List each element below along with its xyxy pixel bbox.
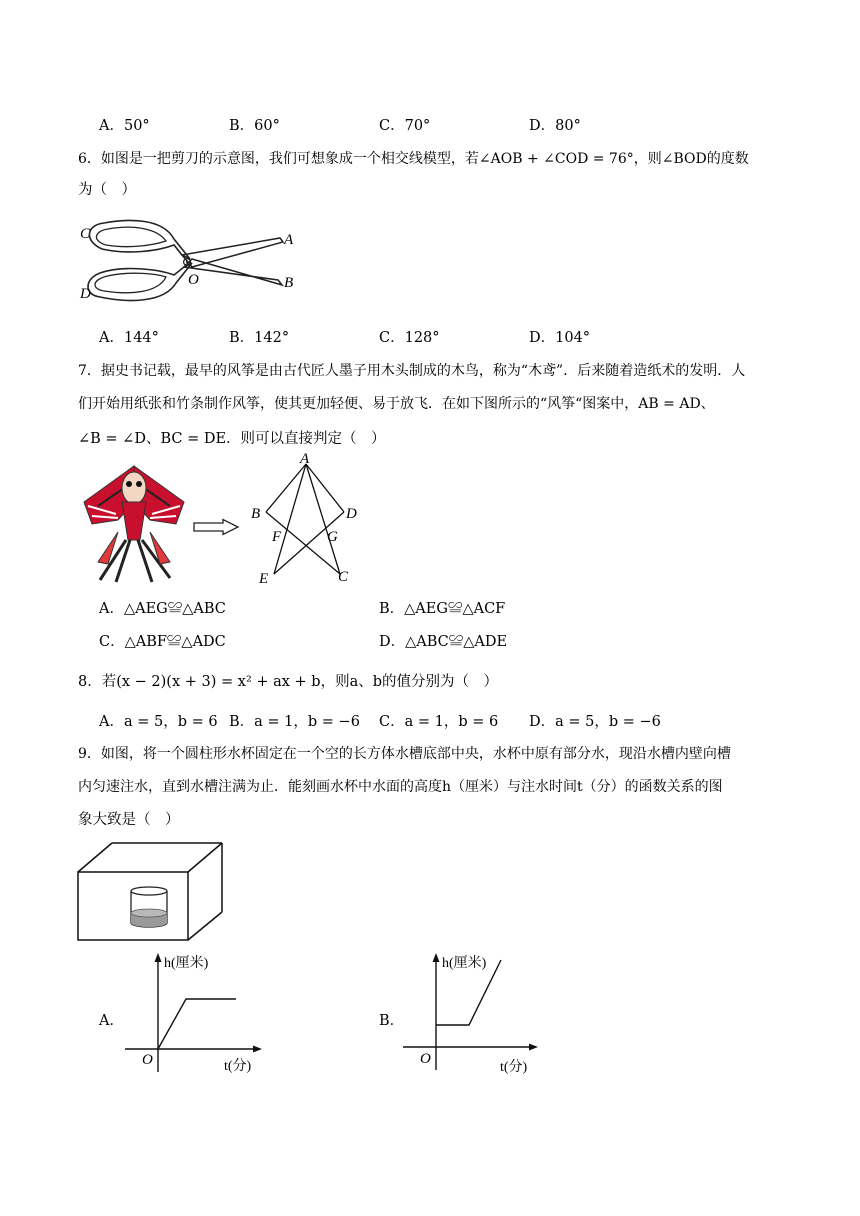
kite-label-b: B <box>251 506 261 522</box>
q5-option-a: A．50° <box>99 118 150 134</box>
kite-label-a: A <box>300 451 310 467</box>
kite-label-f: F <box>272 529 282 545</box>
q8-stem: 8．若(x − 2)(x + 3) = x² + ax + b，则a、b的值分别为（ ） <box>78 674 499 690</box>
graph-a-xlabel: t(分) <box>224 1059 252 1074</box>
arrow-right-icon <box>193 519 239 535</box>
scissors-figure <box>74 205 304 315</box>
q6-option-b: B．142° <box>229 330 290 346</box>
q6-option-a: A．144° <box>99 330 159 346</box>
graph-b-origin: O <box>420 1051 431 1067</box>
kite-label-g: G <box>327 529 338 545</box>
kite-label-e: E <box>259 571 269 587</box>
q9-graph-b <box>398 950 548 1080</box>
q6-stem-line1: 6．如图是一把剪刀的示意图，我们可想象成一个相交线模型，若∠AOB + ∠COD = 76°，则∠BOD的度数 <box>78 151 749 167</box>
q9-option-a-label: A． <box>99 1013 124 1029</box>
q8-option-b: B．a = 1，b = −6 <box>229 714 360 730</box>
q7-option-b: B．△AEG≌△ACF <box>379 601 506 617</box>
graph-b-xlabel: t(分) <box>500 1060 528 1075</box>
q9-stem-line2: 内匀速注水，直到水槽注满为止．能刻画水杯中水面的高度h（厘米）与注水时间t（分）的函数关系的图 <box>78 779 723 795</box>
q7-option-d: D．△ABC≌△ADE <box>379 634 508 650</box>
scissors-label-c: C <box>80 226 91 242</box>
q5-option-b: B．60° <box>229 118 280 134</box>
q7-stem-line1: 7．据史书记载，最早的风筝是由古代匠人墨子用木头制成的木鸟，称为“木鸢”．后来随着造纸术的发明．人 <box>78 363 746 379</box>
q9-stem-line3: 象大致是（ ） <box>78 812 180 828</box>
kite-geometry-figure <box>240 452 370 592</box>
q8-option-a: A．a = 5，b = 6 <box>99 714 218 730</box>
kite-label-c: C <box>338 569 349 585</box>
scissors-label-b: B <box>284 275 294 291</box>
q8-option-d: D．a = 5，b = −6 <box>529 714 661 730</box>
scissors-label-o: O <box>188 272 199 288</box>
q6-option-c: C．128° <box>379 330 440 346</box>
q9-option-b-label: B． <box>379 1013 405 1029</box>
q7-option-c: C．△ABF≌△ADC <box>99 634 226 650</box>
scissors-label-d: D <box>80 286 91 302</box>
q5-option-c: C．70° <box>379 118 431 134</box>
q9-stem-line1: 9．如图，将一个圆柱形水杯固定在一个空的长方体水槽底部中央，水杯中原有部分水，现沿水槽内壁向槽 <box>78 746 731 762</box>
q7-stem-line2: 们开始用纸张和竹条制作风筝，使其更加轻便、易于放飞．在如下图所示的“风筝“图案中，AB = AD、 <box>78 396 715 412</box>
graph-a-origin: O <box>142 1052 153 1068</box>
graph-b-ylabel: h(厘米) <box>442 956 487 971</box>
water-tank-figure <box>76 840 226 944</box>
q8-option-c: C．a = 1，b = 6 <box>379 714 499 730</box>
kite-picture <box>78 462 190 584</box>
scissors-label-a: A <box>284 232 294 248</box>
q6-stem-line2: 为（ ） <box>78 182 136 198</box>
q5-option-d: D．80° <box>529 118 581 134</box>
q9-graph-a <box>120 950 270 1080</box>
q6-option-d: D．104° <box>529 330 591 346</box>
q7-option-a: A．△AEG≌△ABC <box>99 601 226 617</box>
graph-a-ylabel: h(厘米) <box>164 956 209 971</box>
kite-label-d: D <box>346 506 357 522</box>
q7-stem-line3: ∠B = ∠D、BC = DE．则可以直接判定（ ） <box>78 431 386 447</box>
